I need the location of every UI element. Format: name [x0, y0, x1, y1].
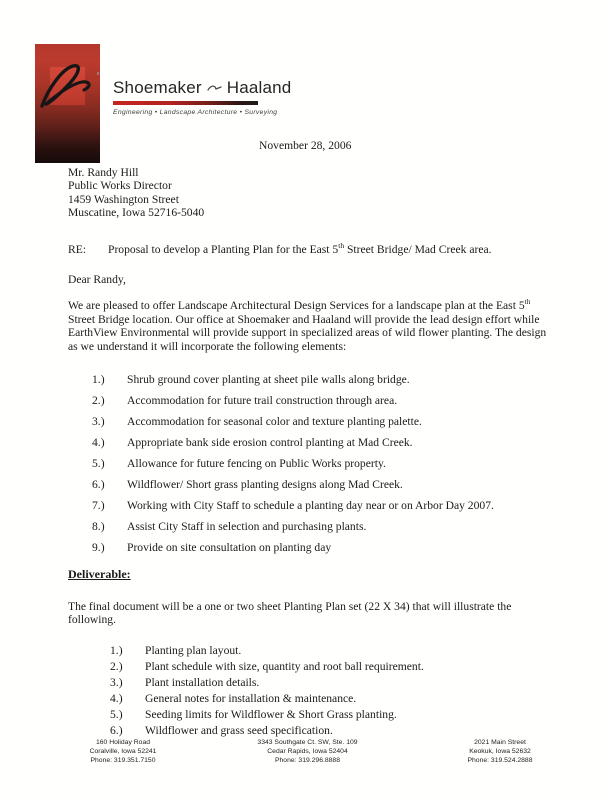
list-item-text: Seeding limits for Wildflower & Short Grass planting.	[145, 707, 397, 721]
office-city: Keokuk, Iowa 52632	[469, 748, 531, 755]
list-item-number: 3.)	[110, 675, 123, 689]
list-item-number: 1.)	[92, 373, 105, 387]
list-item-number: 3.)	[92, 415, 105, 429]
list-item-text: Accommodation for seasonal color and texture planting palette.	[127, 415, 422, 429]
ordinal-superscript: th	[338, 240, 345, 250]
office-street: 160 Holiday Road	[95, 739, 151, 746]
list-item	[68, 373, 554, 386]
list-item	[68, 660, 554, 673]
deliverable-heading: Deliverable:	[68, 567, 131, 582]
office-address-block	[225, 738, 390, 765]
list-item-text: Plant installation details.	[145, 675, 260, 689]
list-item-number: 6.)	[110, 723, 123, 737]
recipient-address-block	[68, 166, 554, 220]
logo-script-mark-icon	[35, 58, 100, 118]
re-label: RE:	[68, 242, 87, 256]
list-item-number: 6.)	[92, 478, 105, 492]
intro-text-start: We are pleased to offer Landscape Architectural Design Services for a landscape plan at the East 5	[68, 299, 525, 313]
list-item	[68, 457, 554, 470]
list-item-text: Accommodation for future trail construction through area.	[127, 394, 398, 408]
re-text	[108, 240, 492, 256]
recipient-city: Muscatine, Iowa 52716-5040	[68, 206, 205, 220]
list-item	[68, 644, 554, 657]
brand-gradient-rule	[113, 101, 258, 105]
list-item-number: 7.)	[92, 499, 105, 513]
list-item	[68, 436, 554, 449]
letterhead-brand	[113, 78, 373, 116]
company-name	[113, 78, 373, 98]
list-item	[68, 724, 554, 737]
brand-separator-flourish-icon	[207, 83, 222, 93]
list-item	[68, 499, 554, 512]
list-item-text: Wildflower/ Short grass planting designs along Mad Creek.	[127, 478, 403, 492]
list-item-text: Appropriate bank side erosion control planting at Mad Creek.	[127, 436, 413, 450]
recipient-name: Mr. Randy Hill	[68, 166, 139, 179]
list-item-number: 8.)	[92, 520, 105, 534]
company-logo	[35, 44, 100, 163]
re-text-start: Proposal to develop a Planting Plan for the East 5	[108, 242, 339, 256]
deliverable-items-list	[68, 644, 554, 737]
company-tagline: Engineering • Landscape Architecture • Surveying	[113, 109, 278, 116]
ordinal-superscript: th	[524, 297, 531, 307]
office-street: 2021 Main Street	[474, 739, 526, 746]
office-address-block	[420, 738, 580, 765]
company-name-first: Shoemaker	[113, 78, 202, 97]
deliverable-paragraph: The final document will be a one or two sheet Planting Plan set (22 X 34) that will illustrate the following.	[68, 599, 512, 627]
list-item	[68, 478, 554, 491]
list-item-text: Allowance for future fencing on Public Works property.	[127, 457, 386, 471]
list-item-number: 2.)	[92, 394, 105, 408]
office-street: 3343 Southgate Ct. SW, Ste. 109	[257, 739, 358, 746]
letter-date: November 28, 2006	[259, 139, 352, 152]
list-item-number: 9.)	[92, 541, 105, 555]
list-item	[68, 541, 554, 554]
list-item-number: 5.)	[92, 457, 105, 471]
list-item-text: Assist City Staff in selection and purchasing plants.	[127, 520, 367, 534]
office-city: Cedar Rapids, Iowa 52404	[267, 748, 348, 755]
list-item	[68, 692, 554, 705]
design-elements-list	[68, 373, 554, 554]
company-name-second: Haaland	[226, 78, 292, 97]
list-item-text: General notes for installation & maintenance.	[145, 691, 357, 705]
letter-body	[68, 166, 554, 740]
list-item-text: Shrub ground cover planting at sheet pile walls along bridge.	[127, 373, 410, 387]
list-item-number: 2.)	[110, 659, 123, 673]
list-item	[68, 520, 554, 533]
office-phone: Phone: 319.351.7150	[90, 757, 156, 764]
list-item-text: Plant schedule with size, quantity and root ball requirement.	[145, 659, 424, 673]
list-item-text: Working with City Staff to schedule a planting day near or on Arbor Day 2007.	[127, 499, 494, 513]
list-item-text: Wildflower and grass seed specification.	[145, 723, 333, 737]
list-item	[68, 415, 554, 428]
list-item-text: Provide on site consultation on planting day	[127, 541, 332, 555]
office-phone: Phone: 319.296.8888	[274, 757, 340, 764]
intro-paragraph	[68, 299, 554, 353]
office-city: Coralville, Iowa 52241	[89, 748, 157, 755]
scan-speck	[97, 72, 99, 75]
recipient-title: Public Works Director	[68, 179, 172, 193]
list-item-number: 4.)	[92, 436, 105, 450]
re-subject-line	[68, 240, 554, 256]
office-address-block	[50, 738, 196, 765]
re-text-end: Street Bridge/ Mad Creek area.	[344, 242, 492, 256]
list-item-number: 4.)	[110, 691, 123, 705]
list-item	[68, 708, 554, 721]
list-item-text: Planting plan layout.	[145, 643, 242, 657]
office-phone: Phone: 319.524.2888	[467, 757, 533, 764]
list-item-number: 5.)	[110, 707, 123, 721]
list-item	[68, 676, 554, 689]
intro-text-end: Street Bridge location. Our office at Shoemaker and Haaland will provide the lead design effort while EarthView Environmental will provide support in specialized areas of wild flower planting. The design as we understand it will incorporate the following elements:	[68, 312, 547, 353]
list-item-number: 1.)	[110, 643, 123, 657]
recipient-street: 1459 Washington Street	[68, 192, 179, 206]
list-item	[68, 394, 554, 407]
salutation: Dear Randy,	[68, 273, 126, 287]
